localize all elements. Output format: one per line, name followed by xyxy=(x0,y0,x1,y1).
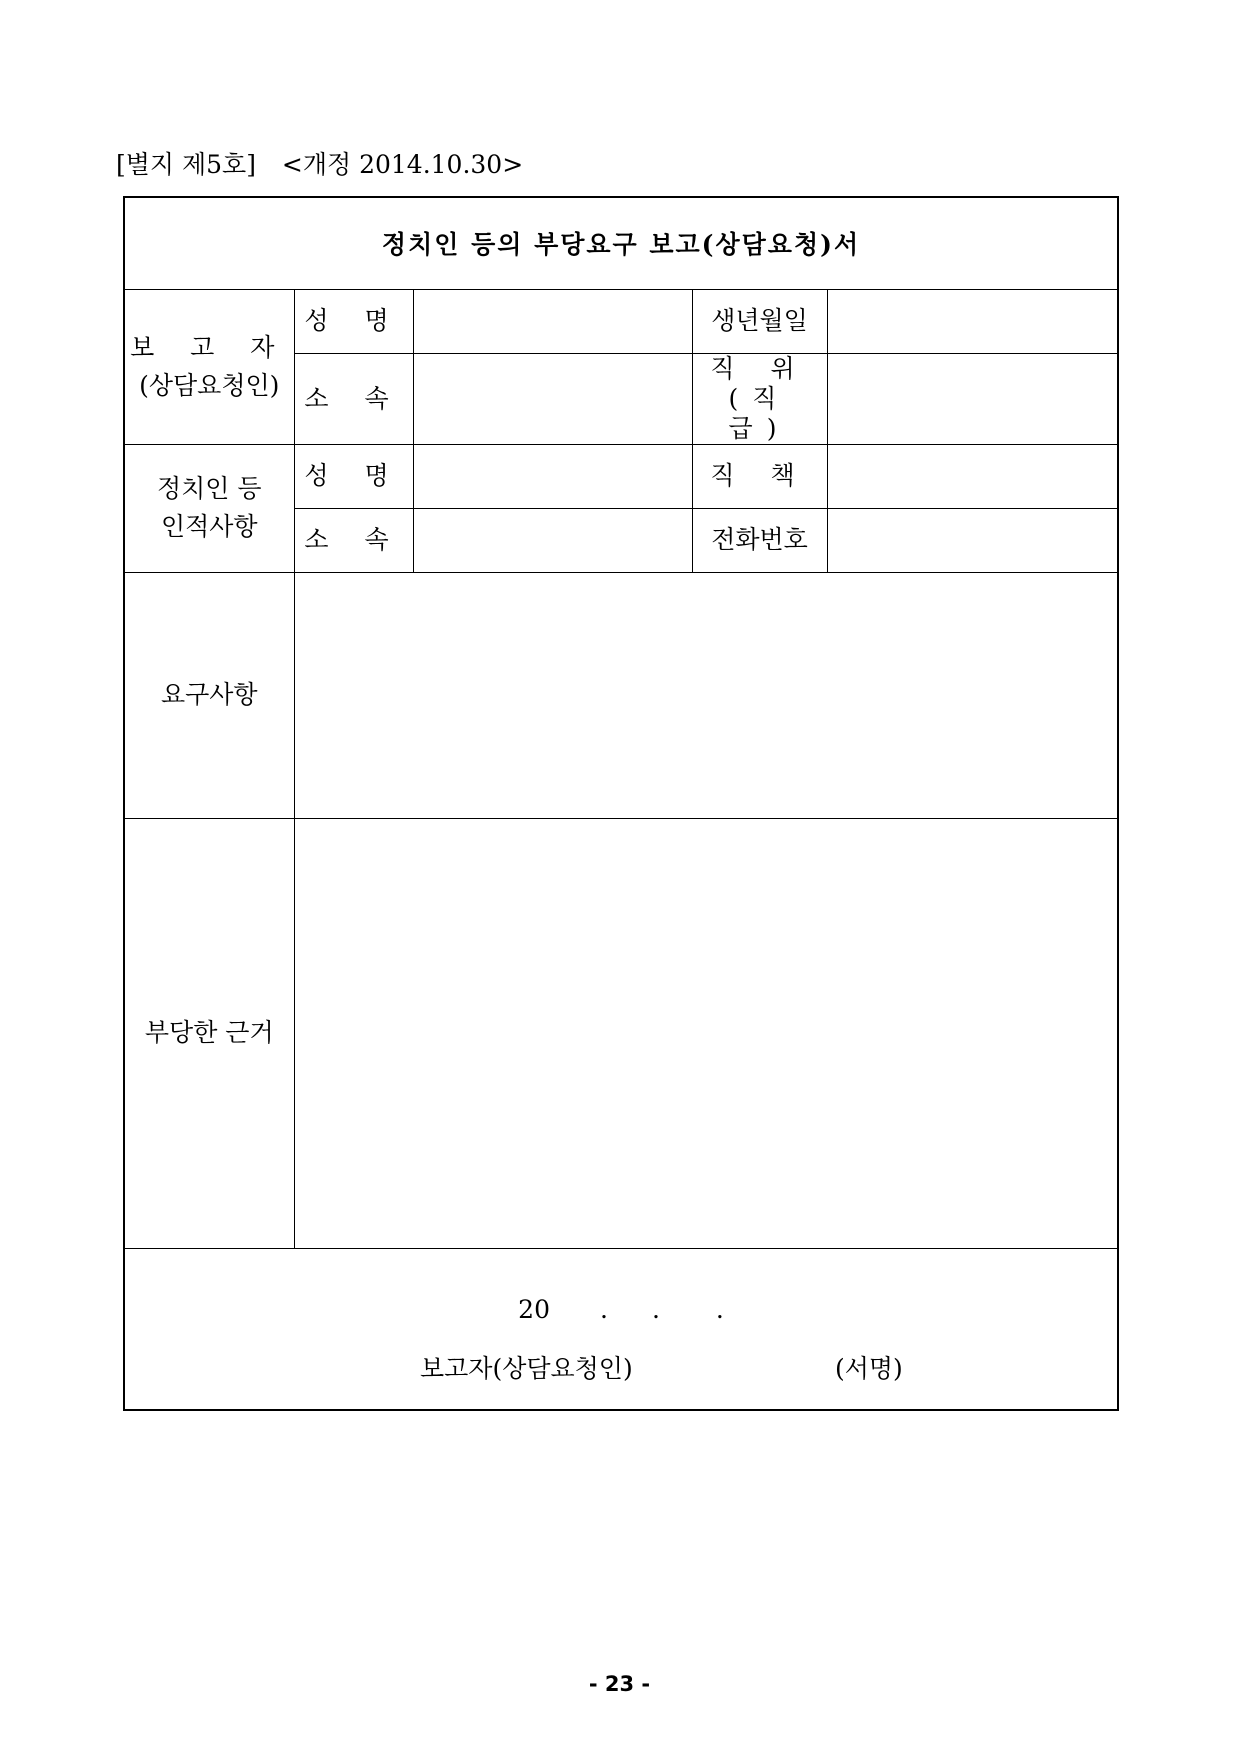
reporter-birth-field[interactable] xyxy=(827,289,1118,353)
reporter-name-field[interactable] xyxy=(413,289,692,353)
signer-label: 보고자(상담요청인) xyxy=(420,1353,633,1383)
form-title: 정치인 등의 부당요구 보고(상담요청)서 xyxy=(124,197,1118,289)
politician-affiliation-label: 소 속 xyxy=(294,508,413,572)
revision-note: <개정 2014.10.30> xyxy=(281,150,524,179)
reporter-birth-label: 생년월일 xyxy=(692,289,827,353)
reporter-section-label xyxy=(124,289,294,444)
grounds-field[interactable] xyxy=(294,818,1118,1248)
signature-block xyxy=(124,1248,1118,1410)
date-line xyxy=(125,1295,1117,1324)
politician-duty-field[interactable] xyxy=(827,444,1118,508)
grounds-label: 부당한 근거 xyxy=(124,818,294,1248)
demand-label: 요구사항 xyxy=(124,572,294,818)
date-dot-1: . xyxy=(599,1294,608,1324)
politician-name-field[interactable] xyxy=(413,444,692,508)
annex-label: [별지 제5호] xyxy=(116,150,256,179)
politician-phone-field[interactable] xyxy=(827,508,1118,572)
annex-header xyxy=(116,145,523,181)
reporter-label-line2: (상담요청인) xyxy=(139,370,280,400)
politician-phone-label: 전화번호 xyxy=(692,508,827,572)
reporter-affiliation-field[interactable] xyxy=(413,353,692,444)
politician-name-label: 성 명 xyxy=(294,444,413,508)
demand-field[interactable] xyxy=(294,572,1118,818)
politician-affiliation-field[interactable] xyxy=(413,508,692,572)
politician-section-label xyxy=(124,444,294,572)
reporter-position-label xyxy=(692,353,827,444)
reporter-affiliation-label: 소 속 xyxy=(294,353,413,444)
year-prefix: 20 xyxy=(518,1294,550,1324)
signature-field[interactable]: (서명) xyxy=(835,1353,903,1383)
politician-label-line2: 인적사항 xyxy=(160,512,258,541)
reporter-position-field[interactable] xyxy=(827,353,1118,444)
date-dot-2: . xyxy=(651,1294,660,1324)
politician-duty-label: 직 책 xyxy=(692,444,827,508)
position-label-line2: (직 급) xyxy=(728,383,791,443)
reporter-label-line1: 보 고 자 xyxy=(130,332,289,362)
position-label-line1: 직 위 xyxy=(710,353,809,383)
page-number: - 23 - xyxy=(588,1672,651,1696)
reporter-name-label: 성 명 xyxy=(294,289,413,353)
date-dot-3: . xyxy=(715,1294,724,1324)
report-form xyxy=(123,196,1119,1411)
politician-label-line1: 정치인 등 xyxy=(156,474,262,503)
